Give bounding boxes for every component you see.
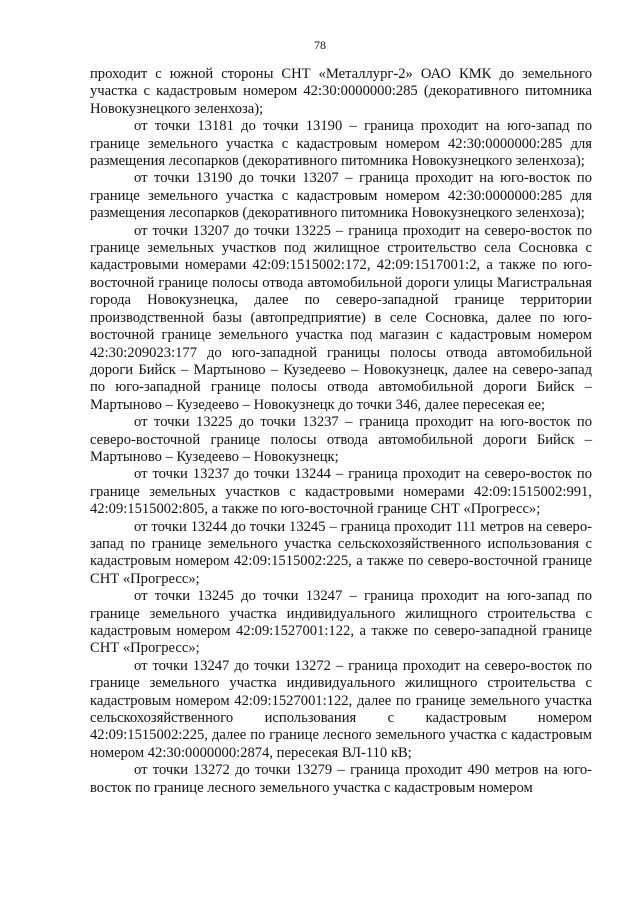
paragraph: от точки 13225 до точки 13237 – граница проходит на юго-восток по северо-восточной границе полосы отвода автомобильной дороги Бийск – Мартыново – Кузедеево – Новокузнецк; <box>90 414 592 465</box>
paragraph: от точки 13207 до точки 13225 – граница проходит на северо-восток по границе земельных участков под жилищное строительство села Сосновка с кадастровыми номерами 42:09:1515002:172, 42:09:1517001:2, а также по юго-восточной границе полосы отвода автомобильной дороги улицы Магистральная города Новокузнецка, далее по северо-западной границе территории производственной базы (автопредприятие) в селе Сосновка, далее по юго-восточной границе земельного участка под магазин с кадастровым номером 42:30:209023:177 до юго-западной границы полосы отвода автомобильной дороги Бийск – Мартыново – Кузедеево – Новокузнецк, далее на северо-запад по юго-западной границе полосы отвода автомобильной дороги Бийск – Мартыново – Кузедеево – Новокузнецк до точки 346, далее пересекая ее; <box>90 222 592 413</box>
paragraph: от точки 13245 до точки 13247 – граница проходит на юго-запад по границе земельного участка индивидуального жилищного строительства с кадастровым номером 42:09:1527001:122, а также по северо-западной границе СНТ «Прогресс»; <box>90 588 592 657</box>
paragraph: от точки 13190 до точки 13207 – граница проходит на юго-восток по границе земельного участка с кадастровым номером 42:30:0000000:285 для размещения лесопарков (декоративного питомника Новокузнецкого зеленхоза); <box>90 170 592 222</box>
paragraph: от точки 13272 до точки 13279 – граница проходит 490 метров на юго-восток по границе лесного земельного участка с кадастровым номером <box>90 762 592 796</box>
body-text <box>90 66 592 797</box>
paragraph: от точки 13237 до точки 13244 – граница проходит на северо-восток по границе земельных участков с кадастровыми номерами 42:09:1515002:991, 42:09:1515002:805, а также по юго-восточной границе СНТ «Прогресс»; <box>90 466 592 518</box>
paragraph: от точки 13181 до точки 13190 – граница проходит на юго-запад по границе земельного участка с кадастровым номером 42:30:0000000:285 для размещения лесопарков (декоративного питомника Новокузнецкого зеленхоза); <box>90 118 592 170</box>
paragraph: от точки 13247 до точки 13272 – граница проходит на северо-восток по границе земельного участка индивидуального жилищного строительства с кадастровым номером 42:09:1527001:122, далее по границе земельного участка сельскохозяйственного использования с кадастровым номером 42:09:1515002:225, далее по границе лесного земельного участка с кадастровым номером 42:30:0000000:2874, пересекая ВЛ-110 кВ; <box>90 657 592 761</box>
page-number: 78 <box>314 38 326 52</box>
paragraph: от точки 13244 до точки 13245 – граница проходит 111 метров на северо-запад по границе земельного участка сельскохозяйственного использования с кадастровым номером 42:09:1515002:225, а также по северо-восточной границе СНТ «Прогресс»; <box>90 518 592 587</box>
paragraph: проходит с южной стороны СНТ «Металлург-2» ОАО КМК до земельного участка с кадастровым номером 42:30:0000000:285 (декоративного питомника Новокузнецкого зеленхоза); <box>90 66 592 117</box>
